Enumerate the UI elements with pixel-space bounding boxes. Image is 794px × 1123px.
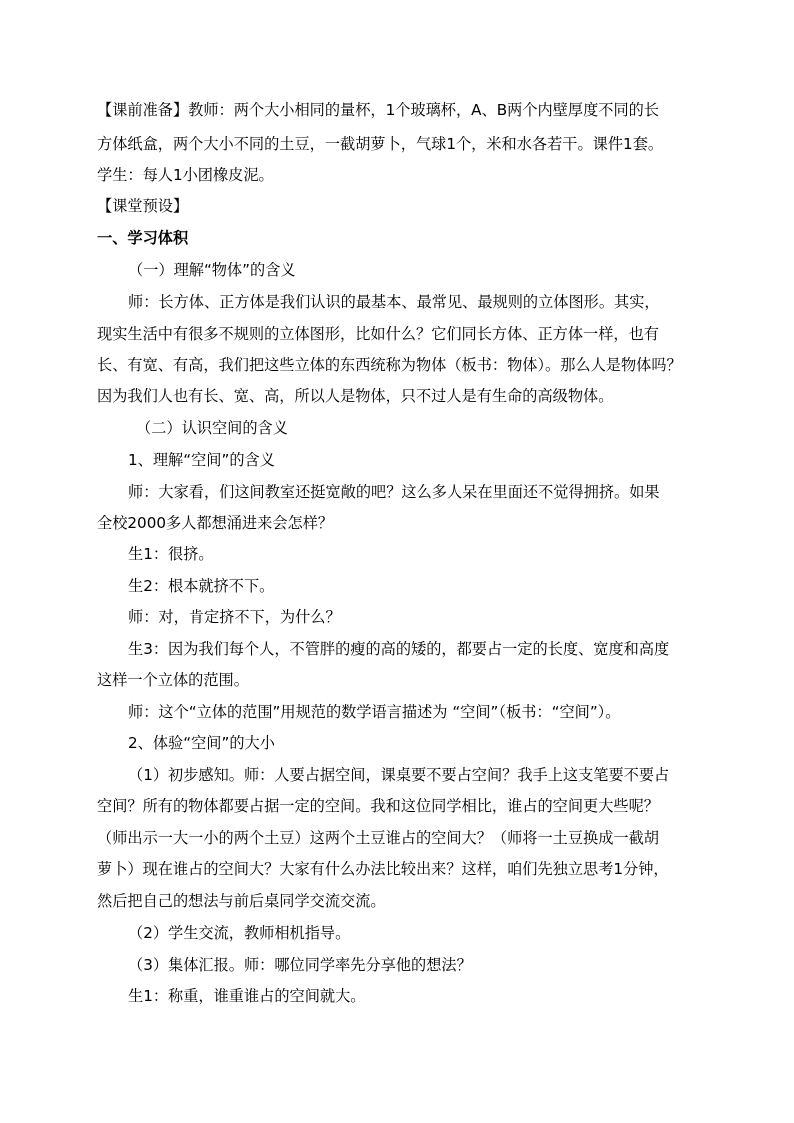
paragraph-line: 因为我们人也有长、宽、高，所以人是物体，只不过人是有生命的高级物体。 <box>97 387 614 405</box>
paragraph-line: 这样一个立体的范围。 <box>97 671 249 689</box>
paragraph-line: 师：对，肯定挤不下，为什么？ <box>128 608 341 626</box>
paragraph-line: 现实生活中有很多不规则的立体图形，比如什么？它们同长方体、正方体一样，也有 <box>97 325 659 343</box>
paragraph-line: （3）集体汇报。师：哪位同学率先分享他的想法？ <box>128 956 472 974</box>
paragraph-line: 生2：根本就挤不下。 <box>128 577 275 595</box>
subheading-space: （二）认识空间的含义 <box>136 419 288 437</box>
paragraph-line: 萝卜）现在谁占的空间大？大家有什么办法比较出来？这样，咱们先独立思考1分钟， <box>97 860 669 878</box>
subheading-understand-space: 1、理解“空间”的含义 <box>128 451 275 469</box>
subheading-object: （一）理解“物体”的含义 <box>128 261 296 279</box>
line-prep-3: 学生：每人1小团橡皮泥。 <box>97 166 274 184</box>
paragraph-line: 师：长方体、正方体是我们认识的最基本、最常见、最规则的立体图形。其实， <box>128 293 660 311</box>
paragraph-line: 生1：很挤。 <box>128 545 214 563</box>
paragraph-line: 长、有宽、有高，我们把这些立体的东西统称为物体（板书：物体）。那么人是物体吗？ <box>97 356 682 374</box>
subheading-experience-space: 2、体验“空间”的大小 <box>128 734 275 752</box>
paragraph-line: 生3：因为我们每个人，不管胖的瘦的高的矮的，都要占一定的长度、宽度和高度 <box>128 640 670 658</box>
paragraph-line: （师出示一大一小的两个土豆）这两个土豆谁占的空间大？（师将一土豆换成一截胡 <box>97 829 659 847</box>
line-prep-2: 方体纸盒，两个大小不同的土豆，一截胡萝卜，气球1个，米和水各若干。课件1套。 <box>97 135 664 153</box>
heading-learn-volume: 一、学习体积 <box>97 229 189 247</box>
paragraph-line: （2）学生交流，教师相机指导。 <box>128 924 351 942</box>
paragraph-line: 然后把自己的想法与前后桌同学交流交流。 <box>97 892 386 910</box>
line-prep-1: 【课前准备】教师：两个大小相同的量杯，1个玻璃杯，A、B两个内壁厚度不同的长 <box>97 101 660 119</box>
paragraph-line: 生1：称重，谁重谁占的空间就大。 <box>128 987 366 1005</box>
paragraph-line: 空间？所有的物体都要占据一定的空间。我和这位同学相比，谁占的空间更大些呢？ <box>97 797 659 815</box>
heading-class-plan: 【课堂预设】 <box>97 197 189 215</box>
paragraph-line: 师：大家看，们这间教室还挺宽敞的吧？这么多人呆在里面还不觉得拥挤。如果 <box>128 483 660 501</box>
paragraph-line: （1）初步感知。师：人要占据空间，课桌要不要占空间？我手上这支笔要不要占 <box>128 766 670 784</box>
paragraph-line: 师：这个“立体的范围”用规范的数学语言描述为 “空间”（板书：“空间”）。 <box>128 703 621 721</box>
paragraph-line: 全校2000多人都想涌进来会怎样？ <box>97 514 334 532</box>
